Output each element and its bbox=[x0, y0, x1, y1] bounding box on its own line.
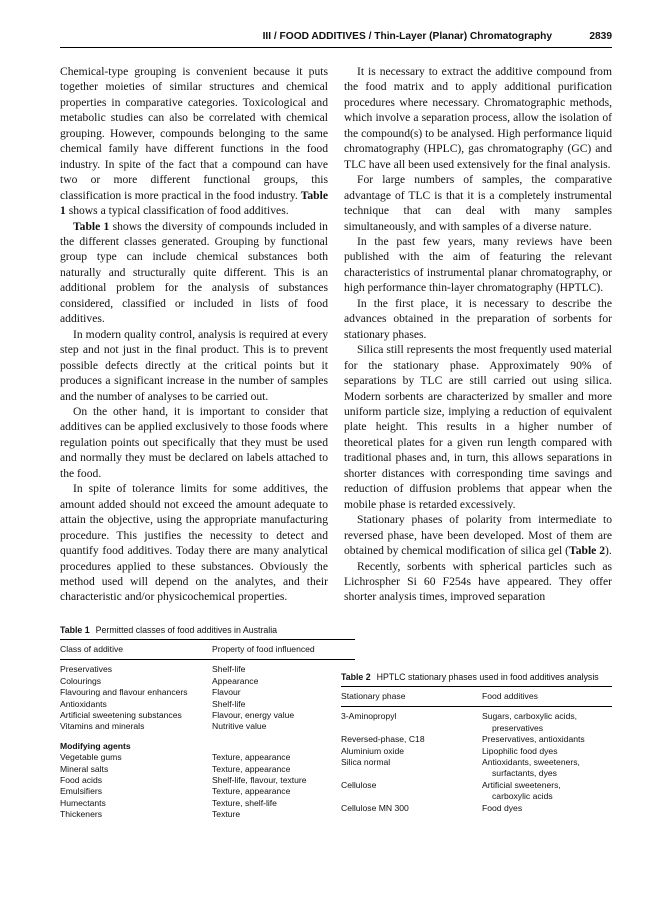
table-row: Colourings Appearance bbox=[60, 675, 259, 686]
right-paragraph-3: In the past few years, many reviews have been published with the aim of featuring the relevant characteristics of instrumental planar chromatography, or high performance thin-layer chromatography (HPTLC). bbox=[344, 234, 612, 295]
right-column bbox=[344, 64, 612, 605]
table-row: Artificial sweetening substances Flavour, energy value bbox=[60, 710, 295, 721]
page-number: 2839 bbox=[589, 31, 612, 42]
column-header: Property of food influenced bbox=[212, 644, 315, 654]
table-row: Vitamins and minerals Nutritive value bbox=[60, 721, 267, 732]
table-row: Antioxidants Shelf-life bbox=[60, 698, 246, 709]
left-paragraph-3: In modern quality control, analysis is required at every step and not just in the final product. This is to prevent possible defects directly at the critical points but it produces a significant increase in the number of samples and the number of analyses to be carried out. bbox=[60, 327, 328, 403]
column-header: Class of additive bbox=[60, 644, 124, 654]
left-paragraph-2: Table 1 shows the diversity of compounds included in the different classes generated. Grouping by functional group type can include chemical substances both naturally and structurally quite different. This is an additional problem for the analysis of substances considered, classified or included in lists of food additives. bbox=[60, 219, 328, 326]
right-paragraph-6: Stationary phases of polarity from intermediate to reversed phase, have been developed. Most of them are obtained by chemical modification of silica gel (Table 2). bbox=[344, 513, 612, 558]
left-paragraph-5: In spite of tolerance limits for some additives, the amount added should not exceed the amount adequate to attain the objective, using the appropriate manufacturing procedure. This justifies the necessity to detect and quantify food additives. Today there are many analytical procedures applied to these substances. Obviously the method used will depend on the analytes, and their characteristic and/or physicochemical properties. bbox=[60, 482, 328, 604]
left-paragraph-4: On the other hand, it is important to consider that additives can be applied exclusively to those foods where regulation points out specifically that they must be used and normally they must be declared on labels attached to the food. bbox=[60, 404, 328, 480]
table-section-title: Modifying agents bbox=[60, 740, 131, 751]
table-2 bbox=[341, 672, 612, 814]
right-paragraph-1: It is necessary to extract the additive compound from the food matrix and to apply additional purification procedures where necessary. Chromatographic methods, which involve a separation process, allow the isolation of the compound(s) to be analysed. High performance liquid chromatography (HPLC), gas chromatography (GC) and TLC have all been used extensively for the final analysis. bbox=[344, 65, 612, 171]
table-row: Aluminium oxide Lipophilic food dyes bbox=[341, 745, 558, 756]
right-paragraph-4: In the first place, it is necessary to describe the advances obtained in the preparation of sorbents for stationary phases. bbox=[344, 296, 612, 341]
table-1-caption: Table 1 Permitted classes of food additives in Australia bbox=[60, 625, 278, 635]
table-2-header-row bbox=[341, 687, 612, 706]
table-row: 3-Aminopropyl Sugars, carboxylic acids, preservatives bbox=[341, 711, 578, 733]
table-row: Food acids Shelf-life, flavour, texture bbox=[60, 775, 307, 786]
table-row: Reversed-phase, C18 Preservatives, antioxidants bbox=[341, 734, 585, 745]
table-row: Silica normal Antioxidants, sweeteners, surfactants, dyes bbox=[341, 757, 580, 779]
table-row: Cellulose MN 300 Food dyes bbox=[341, 802, 523, 813]
running-title: III / FOOD ADDITIVES / Thin-Layer (Planar) Chromatography bbox=[262, 31, 552, 42]
table-1-header-row bbox=[60, 640, 355, 659]
table-2-caption: Table 2 HPTLC stationary phases used in food additives analysis bbox=[341, 672, 599, 682]
table-row: Cellulose Artificial sweeteners, carboxylic acids bbox=[341, 779, 561, 802]
table-row: Preservatives Shelf-life bbox=[60, 664, 246, 675]
table-row: Flavouring and flavour enhancers Flavour bbox=[60, 687, 241, 698]
table-1 bbox=[60, 625, 355, 821]
table-1-reference[interactable]: Table 1 bbox=[60, 188, 328, 218]
table-2-reference[interactable]: Table 2 bbox=[569, 544, 606, 558]
table-row: Humectants Texture, shelf-life bbox=[60, 797, 277, 808]
table-row: Mineral salts Texture, appearance bbox=[60, 763, 291, 774]
left-paragraph-1: Chemical-type grouping is convenient because it puts together moieties of similar structures and chemical properties in comparative categories. Toxicological and metabolic studies can also be correlated with chemical grouping. However, compounds belonging to the same chemical family have different functions in the food industry. In spite of the fact that a compound can have two or more different functional groups, this classification is more practical in the food industry. Table 1 shows a typical classification of food additives. bbox=[60, 65, 328, 218]
right-paragraph-7: Recently, sorbents with spherical particles such as Lichrospher Si 60 F254s have appeared. They offer shorter analysis times, improved separation bbox=[344, 559, 612, 604]
right-paragraph-2: For large numbers of samples, the comparative advantage of TLC is that it is a completely instrumental technique that can deal with many samples simultaneously, and with samples of a diverse nature. bbox=[344, 173, 612, 233]
right-paragraph-5: Silica still represents the most frequently used material for the stationary phase. Approximately 90% of separations by TLC are still carried out using silica. Modern sorbents are characterized by smaller and more uniform particle size, implying a reduction of equivalent plate height. This results in a higher number of theoretical plates for a given run length compared with traditional phases and, in turn, this allows separations in shorter distances with corresponding time savings and reduction of diffusion problems that appear when the mobile phase is retarded excessively. bbox=[344, 343, 612, 511]
table-row: Vegetable gums Texture, appearance bbox=[60, 752, 291, 763]
table-1-body bbox=[60, 660, 355, 820]
left-column bbox=[60, 64, 328, 605]
header-rule bbox=[60, 47, 612, 48]
table-row: Emulsifiers Texture, appearance bbox=[60, 786, 291, 797]
table-2-body bbox=[341, 707, 612, 814]
column-header: Food additives bbox=[482, 691, 538, 701]
table-row: Thickeners Texture bbox=[60, 809, 241, 820]
column-header: Stationary phase bbox=[341, 691, 406, 701]
table-1-reference[interactable]: Table 1 bbox=[73, 219, 110, 233]
running-header bbox=[60, 31, 612, 45]
